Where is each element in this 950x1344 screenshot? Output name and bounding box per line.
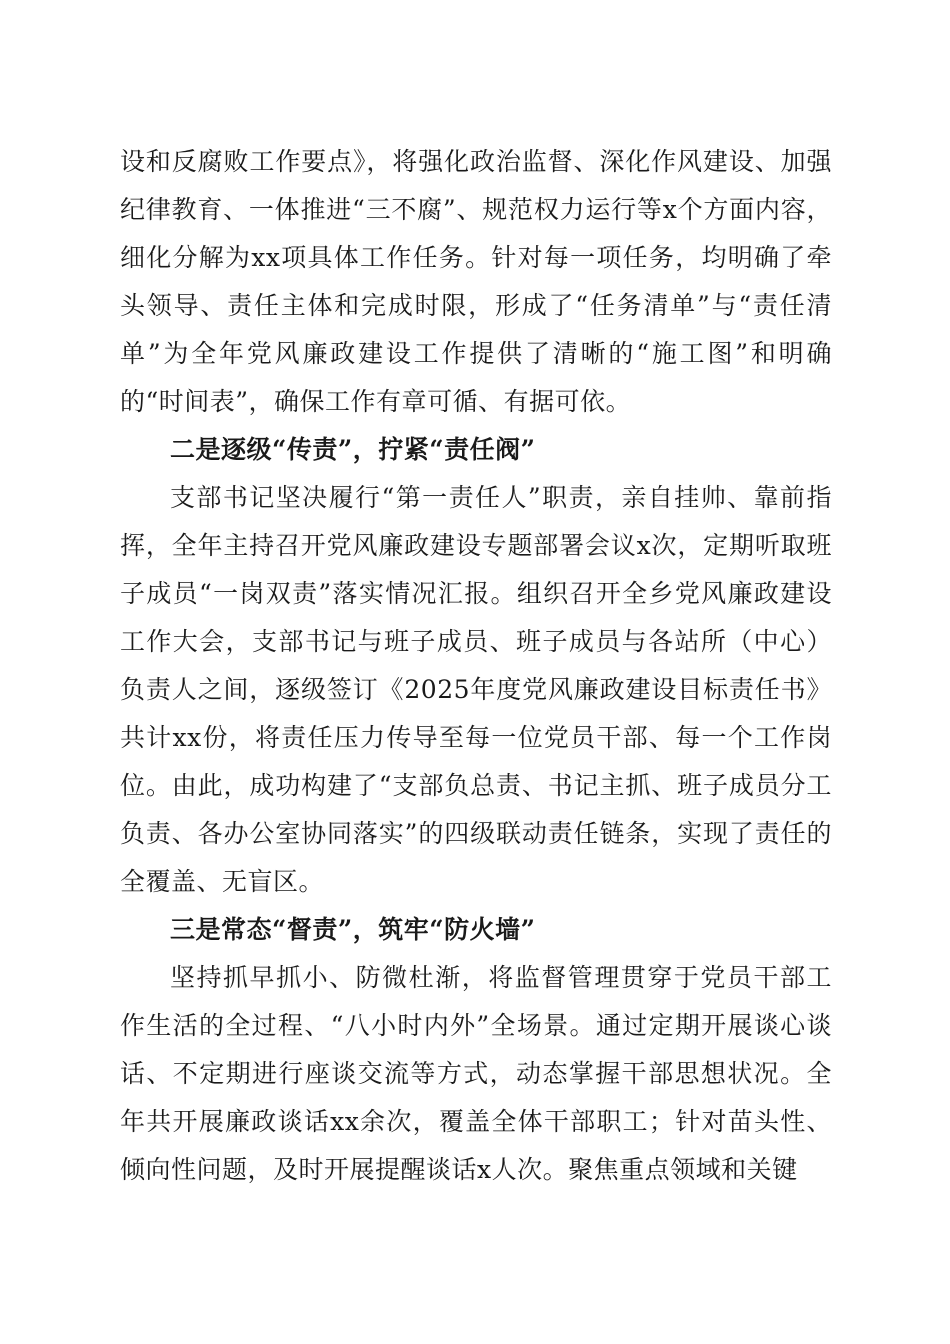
- paragraph-responsibility-chain: 支部书记坚决履行“第一责任人”职责，亲自挂帅、靠前指挥，全年主持召开党风廉政建设专题部署会议x次，定期听取班子成员“一岗双责”落实情况汇报。组织召开全乡党风廉政建设工作大会，支部书记与班子成员、班子成员与各站所（中心）负责人之间，逐级签订《2025年度党风廉政建设目标责任书》共计xx份，将责任压力传导至每一位党员干部、每一个工作岗位。由此，成功构建了“支部负总责、书记主抓、班子成员分工负责、各办公室协同落实”的四级联动责任链条，实现了责任的全覆盖、无盲区。: [120, 483, 832, 896]
- section-heading-supervise-responsibility: 三是常态“督责”，筑牢“防火墙”: [170, 915, 536, 944]
- paragraph-task-list: 设和反腐败工作要点》，将强化政治监督、深化作风建设、加强纪律教育、一体推进“三不腐”、规范权力运行等x个方面内容，细化分解为xx项具体工作任务。针对每一项任务，均明确了牵头领导、责任主体和完成时限，形成了“任务清单”与“责任清单”为全年党风廉政建设工作提供了清晰的“施工图”和明确的“时间表”，确保工作有章可循、有据可依。: [120, 147, 832, 416]
- paragraph-supervision: 坚持抓早抓小、防微杜渐，将监督管理贯穿于党员干部工作生活的全过程、“八小时内外”全场景。通过定期开展谈心谈话、不定期进行座谈交流等方式，动态掌握干部思想状况。全年共开展廉政谈话xx余次，覆盖全体干部职工；针对苗头性、倾向性问题，及时开展提醒谈话x人次。聚焦重点领域和关键: [120, 963, 832, 1184]
- document-body: [120, 138, 832, 1194]
- section-heading-pass-responsibility: 二是逐级“传责”，拧紧“责任阀”: [170, 435, 536, 464]
